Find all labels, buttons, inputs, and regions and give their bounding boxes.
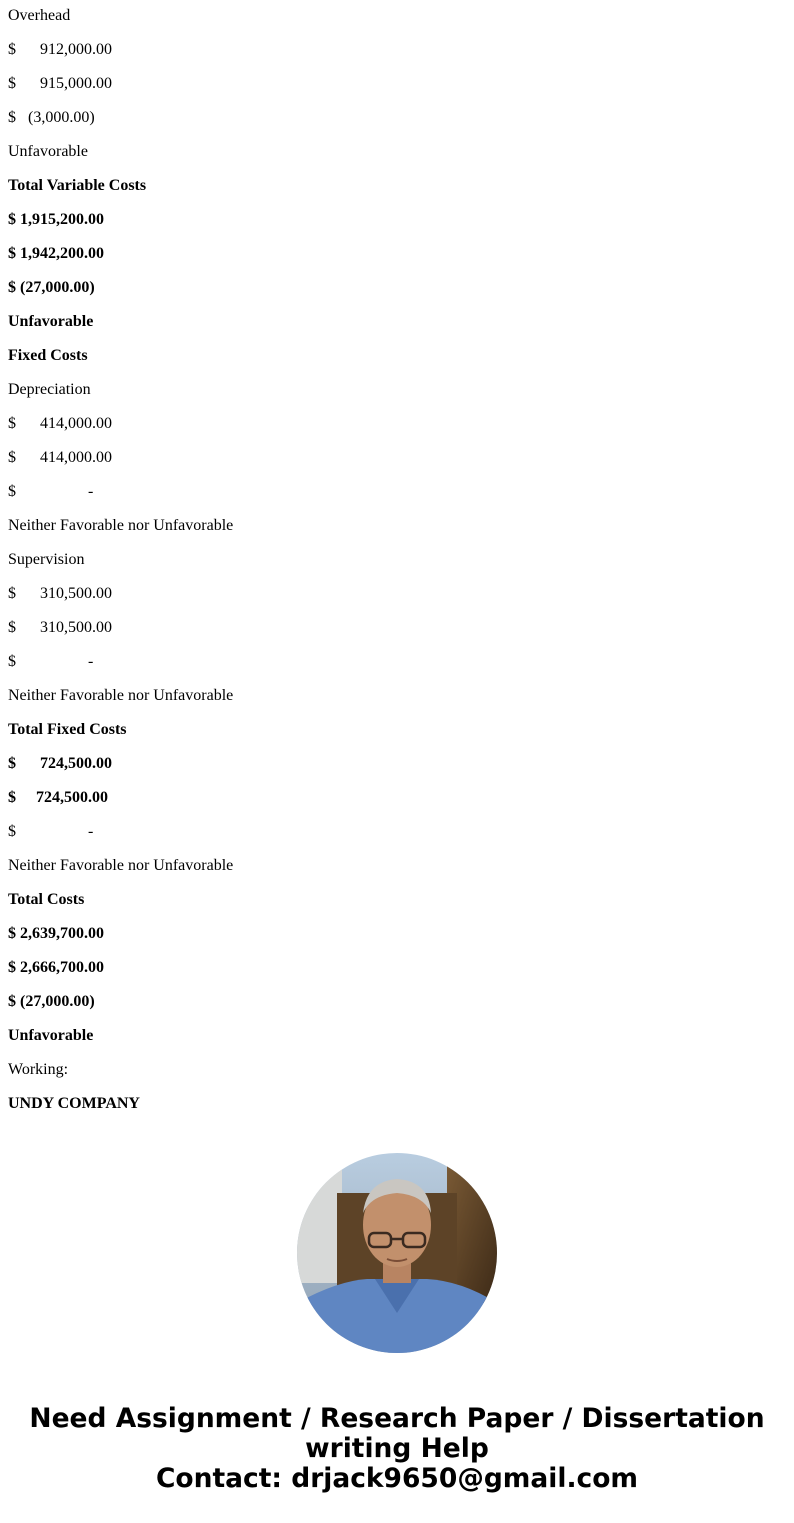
document-line: Neither Favorable nor Unfavorable (8, 517, 234, 534)
document-line: $ (27,000.00) (8, 993, 95, 1010)
document-line: Fixed Costs (8, 347, 88, 364)
document-line: $ 2,666,700.00 (8, 959, 104, 976)
document-lines (8, 0, 788, 1122)
document-line: $ 310,500.00 (8, 585, 112, 602)
promo-line-1: Need Assignment / Research Paper / Dissertation (29, 1403, 765, 1434)
document-line: Overhead (8, 7, 71, 24)
document-line: Working: (8, 1061, 69, 1078)
document-line: $ 414,000.00 (8, 449, 112, 466)
document-line: Total Fixed Costs (8, 721, 127, 738)
document-line: $ 912,000.00 (8, 41, 112, 58)
document-line: Supervision (8, 551, 85, 568)
document-line: Unfavorable (8, 313, 94, 330)
document-line: Unfavorable (8, 1027, 94, 1044)
document-line: Total Variable Costs (8, 177, 147, 194)
document-line: Neither Favorable nor Unfavorable (8, 687, 234, 704)
document-line: Neither Favorable nor Unfavorable (8, 857, 234, 874)
document-line: $ - (8, 653, 94, 670)
document-line: $ 414,000.00 (8, 415, 112, 432)
document-line: $ (27,000.00) (8, 279, 95, 296)
document-line: $ 724,500.00 (8, 755, 112, 772)
promo-line-2: writing Help (305, 1433, 489, 1464)
document-line: UNDY COMPANY (8, 1095, 140, 1112)
promo-banner (0, 1404, 794, 1494)
author-avatar (297, 1153, 497, 1353)
document-line: Total Costs (8, 891, 85, 908)
document-line: Unfavorable (8, 143, 88, 160)
document-line: $ 310,500.00 (8, 619, 112, 636)
promo-contact: Contact: drjack9650@gmail.com (155, 1463, 639, 1494)
document-line: Depreciation (8, 381, 91, 398)
document-line: $ 1,942,200.00 (8, 245, 104, 262)
document-line: $ 1,915,200.00 (8, 211, 104, 228)
document-line: $ - (8, 483, 94, 500)
document-line: $ - (8, 823, 94, 840)
author-portrait-icon (297, 1153, 497, 1353)
document-line: $ 2,639,700.00 (8, 925, 104, 942)
document-line: $ 724,500.00 (8, 789, 108, 806)
document-line: $ (3,000.00) (8, 109, 95, 126)
document-line: $ 915,000.00 (8, 75, 112, 92)
